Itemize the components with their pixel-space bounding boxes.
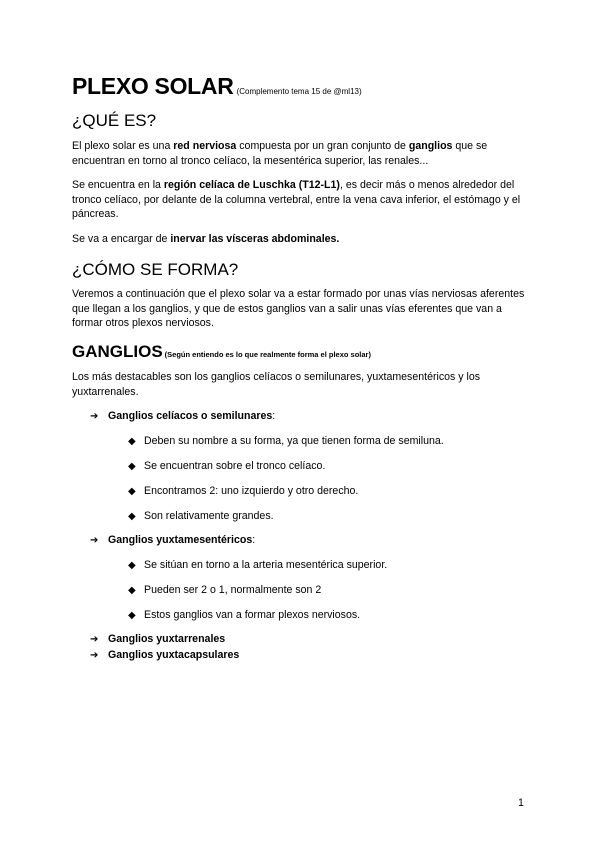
bold-run: ganglios (408, 140, 453, 152)
sub-list-text: Estos ganglios van a formar plexos nerviosos. (144, 609, 361, 621)
heading-ganglios-note: (Según entiendo es lo que realmente forma el plexo solar) (164, 350, 371, 359)
title-main: PLEXO SOLAR (72, 73, 234, 99)
sub-list-item (128, 583, 321, 598)
sub-list-text: Deben su nombre a su forma, ya que tienen forma de semiluna. (144, 435, 444, 447)
bold-run: red nerviosa (173, 140, 237, 152)
paragraph-ganglios-intro: Los más destacables son los ganglios celíacos o semilunares, yuxtamesentéricos y los yuxtarrenales. (72, 371, 481, 398)
diamond-bullet-icon: ◆ (128, 585, 136, 596)
diamond-bullet-icon: ◆ (128, 511, 136, 522)
sub-list-text: Se encuentran sobre el tronco celíaco. (144, 460, 326, 472)
sub-list-item (128, 434, 444, 449)
list-item-ganglios-celiacos (90, 409, 275, 424)
list-item-ganglios-yuxtamesentericos (90, 533, 255, 548)
text-run: Se encuentra en la (72, 179, 164, 191)
sub-list-item (128, 558, 387, 573)
sub-list-text: Son relativamente grandes. (144, 510, 274, 522)
arrow-right-icon: ➔ (90, 411, 99, 422)
list-item-label: Ganglios yuxtamesentéricos (108, 534, 253, 546)
diamond-bullet-icon: ◆ (128, 610, 136, 621)
text-run: , es decir más o menos alrededor del tronco celíaco, por delante de la columna vertebral, entre la vena cava inferior, el estómago y el páncreas. (72, 179, 521, 220)
list-item-label: Ganglios yuxtarrenales (108, 633, 226, 645)
list-item-ganglios-yuxtacapsulares (90, 648, 239, 663)
list-item-ganglios-yuxtarrenales (90, 632, 225, 647)
page-title (72, 72, 362, 106)
bold-run: región celíaca de Luschka (T12-L1) (163, 179, 340, 191)
paragraph-function (72, 232, 532, 247)
diamond-bullet-icon: ◆ (128, 560, 136, 571)
text-run: Se va a encargar de (72, 233, 171, 245)
heading-ganglios (72, 341, 371, 366)
list-item-suffix: : (272, 410, 276, 422)
sub-list-item (128, 484, 358, 499)
sub-list-text: Encontramos 2: uno izquierdo y otro derecho. (144, 485, 359, 497)
sub-list-item (128, 459, 325, 474)
list-item-label: Ganglios yuxtacapsulares (108, 649, 240, 661)
text-run: que se encuentran en torno al tronco celíaco, la mesentérica superior, las renales... (72, 140, 488, 167)
paragraph-definition (72, 139, 532, 168)
diamond-bullet-icon: ◆ (128, 461, 136, 472)
arrow-right-icon: ➔ (90, 650, 99, 661)
sub-list-item (128, 608, 360, 623)
arrow-right-icon: ➔ (90, 634, 99, 645)
title-note: (Complemento tema 15 de @ml13) (236, 87, 362, 96)
text-run: compuesta por un gran conjunto de (236, 140, 409, 152)
heading-que-es: ¿QUÉ ES? (72, 111, 157, 130)
list-item-suffix: : (252, 534, 256, 546)
arrow-right-icon: ➔ (90, 535, 99, 546)
heading-ganglios-label: GANGLIOS (72, 342, 163, 361)
diamond-bullet-icon: ◆ (128, 436, 136, 447)
heading-como-se-forma: ¿CÓMO SE FORMA? (72, 260, 239, 279)
diamond-bullet-icon: ◆ (128, 486, 136, 497)
sub-list-text: Pueden ser 2 o 1, normalmente son 2 (144, 584, 322, 596)
paragraph-location (72, 178, 532, 222)
list-item-label: Ganglios celíacos o semilunares (108, 410, 273, 422)
sub-list-item (128, 509, 274, 524)
text-run: El plexo solar es una (72, 140, 174, 152)
paragraph-formation: Veremos a continuación que el plexo solar va a estar formado por unas vías nerviosas aferentes que llegan a los ganglios, y que de estos ganglios van a salir unas vías eferentes que van a formar otros plexos nerviosos. (72, 288, 525, 329)
page-number: 1 (518, 797, 524, 809)
sub-list-text: Se sitúan en torno a la arteria mesentérica superior. (144, 559, 388, 571)
bold-run: inervar las vísceras abdominales. (170, 233, 340, 245)
